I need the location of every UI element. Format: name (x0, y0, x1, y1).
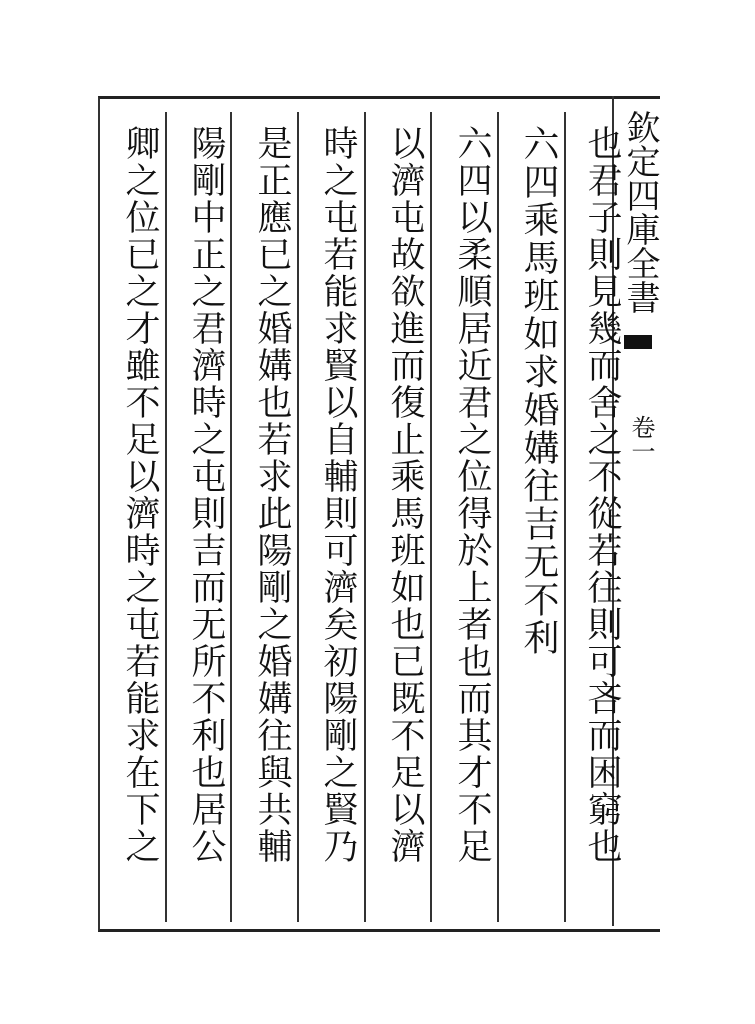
text-column-7: 陽剛中正之君濟時之屯則吉而无所不利也居公 (186, 125, 226, 865)
margin-title: 欽定四庫全書 (620, 110, 660, 314)
text-column-5: 時之屯若能求賢以自輔則可濟矣初陽剛之賢乃 (318, 125, 358, 865)
text-column-1: 也君子則見幾而舍之不從若往則可吝而困窮也 (582, 125, 622, 865)
text-column-3: 六四以柔順居近君之位得於上者也而其才不足 (452, 125, 492, 865)
text-column-2: 六四乘馬班如求婚媾往吉无不利 (518, 125, 559, 657)
margin-juan: 卷一 (627, 415, 655, 463)
text-column-8: 卿之位已之才雖不足以濟時之屯若能求在下之 (120, 125, 160, 865)
text-column-6: 是正應已之婚媾也若求此陽剛之婚媾往與共輔 (252, 125, 292, 865)
text-column-4: 以濟屯故欲進而復止乘馬班如也已既不足以濟 (385, 125, 425, 865)
